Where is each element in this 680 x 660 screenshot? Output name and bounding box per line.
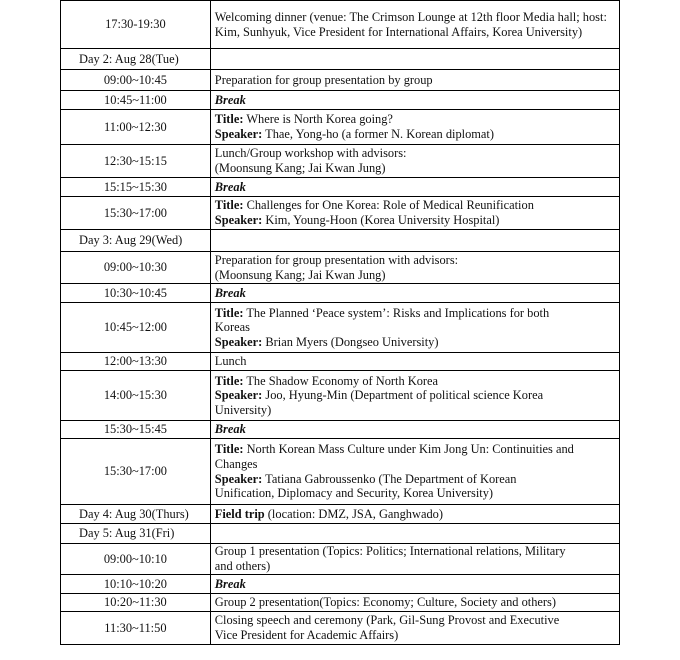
description-line: [215, 403, 615, 418]
session-description: [210, 575, 619, 594]
day-header-row: [61, 49, 620, 70]
session-description: [210, 284, 619, 303]
description-line: [215, 306, 615, 321]
time-slot: 09:00~10:30: [61, 252, 211, 284]
schedule-row: [61, 612, 620, 645]
description-text: Changes: [214, 456, 258, 471]
schedule-row: [61, 284, 620, 303]
description-line: [215, 112, 615, 127]
break-label: Break: [214, 422, 246, 437]
day-label: Day 2: Aug 28(Tue): [61, 49, 211, 70]
day-header-row: [61, 524, 620, 544]
description-line: [215, 559, 615, 574]
description-line: [215, 457, 615, 472]
session-description: [210, 70, 619, 91]
schedule-row: [61, 110, 620, 145]
description-text: Challenges for One Korea: Role of Medical Reunification: [243, 198, 534, 213]
schedule-row: [61, 421, 620, 439]
time-slot: 10:30~10:45: [61, 284, 211, 303]
session-description: [210, 612, 619, 645]
time-slot: 09:00~10:10: [61, 544, 211, 575]
description-line: [215, 628, 615, 643]
description-text: (Moonsung Kang; Jai Kwan Jung): [214, 161, 386, 175]
description-text: University): [214, 402, 272, 417]
description-text: (location: DMZ, JSA, Ganghwado): [264, 506, 443, 521]
session-description: [210, 421, 619, 439]
description-line: [215, 544, 615, 559]
schedule-row: [61, 252, 620, 284]
description-line: [215, 442, 615, 457]
description-text: Welcoming dinner (venue: The Crimson Lounge at 12th floor Media hall; host: Kim, Sunhyuk, Vice President for International Affairs, Korea University): [214, 9, 611, 39]
description-text: (Moonsung Kang; Jai Kwan Jung): [214, 267, 386, 282]
time-slot: 10:10~10:20: [61, 575, 211, 594]
description-text: and others): [214, 559, 271, 573]
schedule-row: [61, 353, 620, 371]
description-line: [215, 286, 615, 301]
break-label: Break: [214, 92, 246, 107]
field-label: Speaker:: [214, 334, 263, 349]
description-text: Brian Myers (Dongseo University): [262, 334, 439, 349]
description-line: [215, 161, 615, 176]
description-line: [215, 268, 615, 283]
time-slot: 09:00~10:45: [61, 70, 211, 91]
field-label: Speaker:: [214, 388, 263, 403]
description-line: [215, 422, 615, 437]
description-text: North Korean Mass Culture under Kim Jong Un: Continuities and: [243, 442, 574, 457]
session-description: [210, 594, 619, 612]
description-text: Unification, Diplomacy and Security, Korea University): [214, 486, 494, 501]
schedule-row: [61, 544, 620, 575]
description-line: [215, 472, 615, 487]
schedule-row: [61, 594, 620, 612]
schedule-row: [61, 91, 620, 110]
description-line: [215, 146, 615, 161]
schedule-row: [61, 197, 620, 230]
time-slot: 17:30-19:30: [61, 1, 211, 49]
day-label: Day 3: Aug 29(Wed): [61, 230, 211, 252]
description-text: Group 1 presentation (Topics: Politics; International relations, Military: [214, 544, 566, 559]
schedule-body: [61, 1, 620, 645]
schedule-row: [61, 439, 620, 505]
field-label: Speaker:: [214, 127, 263, 141]
break-label: Break: [214, 179, 246, 194]
description-text: The Shadow Economy of North Korea: [243, 373, 439, 388]
description-line: [215, 335, 615, 350]
session-description: [210, 197, 619, 230]
description-line: [215, 388, 615, 403]
session-description: [210, 505, 619, 524]
description-line: [215, 577, 615, 592]
time-slot: 11:00~12:30: [61, 110, 211, 145]
description-line: [215, 374, 615, 389]
description-text: The Planned ‘Peace system’: Risks and Implications for both: [243, 305, 550, 320]
session-description: [210, 544, 619, 575]
session-description: [210, 145, 619, 178]
description-line: [215, 180, 615, 195]
schedule-row: [61, 303, 620, 353]
session-description: [210, 353, 619, 371]
time-slot: 11:30~11:50: [61, 612, 211, 645]
day-label: Day 4: Aug 30(Thurs): [61, 505, 211, 524]
field-label: Title:: [214, 373, 244, 388]
schedule-row: [61, 371, 620, 421]
description-line: [215, 595, 615, 610]
time-slot: 15:30~17:00: [61, 439, 211, 505]
field-label: Speaker:: [214, 471, 263, 486]
session-description: [210, 49, 619, 70]
description-text: Thae, Yong-ho (a former N. Korean diplomat): [262, 127, 494, 141]
description-text: Preparation for group presentation by group: [214, 72, 433, 87]
schedule-row: [61, 1, 620, 49]
schedule-table: [60, 0, 620, 645]
description-line: [215, 507, 615, 522]
time-slot: 12:30~15:15: [61, 145, 211, 178]
time-slot: 15:30~15:45: [61, 421, 211, 439]
time-slot: 14:00~15:30: [61, 371, 211, 421]
description-line: [215, 354, 615, 369]
time-slot: 10:45~12:00: [61, 303, 211, 353]
description-text: Lunch: [214, 354, 247, 369]
schedule-row: [61, 145, 620, 178]
field-label: Title:: [214, 112, 244, 127]
description-line: [215, 10, 615, 39]
field-label: Title:: [214, 442, 244, 457]
session-description: [210, 91, 619, 110]
day-header-row: [61, 230, 620, 252]
session-description: [210, 303, 619, 353]
description-text: Where is North Korea going?: [243, 112, 393, 127]
session-description: [210, 439, 619, 505]
time-slot: 10:20~11:30: [61, 594, 211, 612]
description-line: [215, 613, 615, 628]
session-description: [210, 252, 619, 284]
description-line: [215, 320, 615, 335]
session-description: [210, 110, 619, 145]
description-text: Koreas: [214, 320, 250, 335]
description-line: [215, 198, 615, 213]
description-line: [215, 93, 615, 108]
description-line: [215, 486, 615, 501]
schedule-row: [61, 575, 620, 594]
schedule-row: [61, 178, 620, 197]
description-text: Lunch/Group workshop with advisors:: [214, 146, 407, 161]
description-line: [215, 73, 615, 88]
description-text: Preparation for group presentation with advisors:: [214, 252, 459, 267]
time-slot: 15:15~15:30: [61, 178, 211, 197]
description-line: [215, 127, 615, 142]
session-description: [210, 524, 619, 544]
time-slot: 15:30~17:00: [61, 197, 211, 230]
field-label: Title:: [214, 198, 244, 213]
session-description: [210, 178, 619, 197]
session-description: [210, 1, 619, 49]
break-label: Break: [214, 285, 246, 300]
description-text: Group 2 presentation(Topics: Economy; Culture, Society and others): [214, 595, 556, 610]
time-slot: 10:45~11:00: [61, 91, 211, 110]
session-description: [210, 230, 619, 252]
break-label: Break: [214, 576, 246, 591]
day-label: Day 5: Aug 31(Fri): [61, 524, 211, 544]
description-text: Kim, Young-Hoon (Korea University Hospital): [262, 213, 500, 227]
description-text: Closing speech and ceremony (Park, Gil-Sung Provost and Executive: [214, 613, 560, 628]
day-header-row: [61, 505, 620, 524]
field-label: Field trip: [214, 506, 265, 521]
description-line: [215, 253, 615, 268]
field-label: Speaker:: [214, 213, 263, 227]
description-text: Tatiana Gabroussenko (The Department of Korean: [262, 471, 517, 486]
schedule-row: [61, 70, 620, 91]
time-slot: 12:00~13:30: [61, 353, 211, 371]
session-description: [210, 371, 619, 421]
description-text: Joo, Hyung-Min (Department of political science Korea: [262, 388, 544, 403]
field-label: Title:: [214, 305, 244, 320]
description-text: Vice President for Academic Affairs): [214, 628, 399, 642]
description-line: [215, 213, 615, 228]
